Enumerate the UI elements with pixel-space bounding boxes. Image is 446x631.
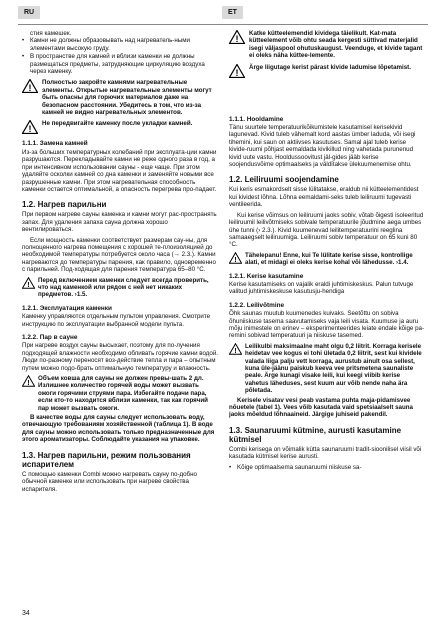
section-heading: 1.1.1. Замена камней bbox=[22, 140, 88, 148]
svg-text:!: ! bbox=[234, 345, 237, 355]
paragraph: В качестве воды для сауны следует использовать воду, отвечающую требованиям хозяйственной (таблица 1). В воде для сауны можно использовать только предназначенные для этого ароматизаторы. Соблюдайте указания на упаковке. bbox=[22, 414, 215, 444]
warning-triangle-icon bbox=[22, 277, 35, 289]
paragraph: Combi kerisega on võimalik kütta saunaruumi tradit-sioonilisel viisil või kasutada kütmisel kerise aurusti. bbox=[229, 445, 422, 461]
warning-box bbox=[22, 79, 218, 116]
svg-text:!: ! bbox=[235, 34, 239, 44]
paragraph: С помощью каменки Combi можно нагревать сауну по-добно обычной каменке или использовать при нагреве свойства испарителя. bbox=[22, 470, 197, 493]
paragraph: Kui kerise võimsus on leiliruumi jaoks sobiv, võtab õigesti isoleeritud leiliruumil leilivõtmiseks sobivale temperatuurile jõudmine aega umbes ühe tunni (› 2.3.). Kivid kuumenevad leilitemperatuurini reeglina samaaegselt leiliruumiga. Leiliruumi sobiv temperatuur on 65 kuni 80 °C. bbox=[229, 211, 424, 249]
list-item-text: Kõige optimaalsema saunaruumi niiskuse sa- bbox=[237, 463, 362, 471]
section-heading: 1.1.1. Hooldamine bbox=[229, 115, 284, 123]
paragraph: При первом нагреве сауны каменка и камни могут рас-пространять запах. Для удаления запаха сауна должна хорошо вентилироваться. bbox=[22, 211, 217, 234]
list-item-text: стия камешек. bbox=[30, 30, 72, 37]
warning-triangle-icon bbox=[22, 79, 38, 93]
paragraph: Если мощность каменки соответствует размерам сау-ны, для полноценного нагрева помещения с хорошей те-плоизоляцией до необходимой температуры потребуется около часа (→ 2.3.). Камни нагреваются до температуры парения, как правило, одновременно с парильней. Под-ходящая для парения температура 65–80 °C. bbox=[22, 236, 216, 274]
paragraph: Из-за больших температурных колебаний при эксплуата-ции камни разрушаются. Перекладывайте камни не реже одного раза в год, а при интенсивном использовании сауны - еще чаще. При этом удаляйте осколки камней со дна каменки и заменяйте новыми все разрушенные камни. При этом нагревательная способность каменки остается оптимальной, а опасность перегрева про-падает. bbox=[22, 148, 217, 193]
list-item-text: Камни не должны образовывать над нагреватель-ными элементами высокую груду. bbox=[30, 37, 190, 52]
section-heading: 1.3. Нагрев парильни, режим пользования испарителем bbox=[22, 450, 191, 469]
list-item: • Камни не должны образовывать над нагреватель-ными элементами высокую груду. bbox=[22, 37, 218, 52]
page-number: 34 bbox=[22, 610, 30, 617]
svg-text:!: ! bbox=[28, 83, 32, 94]
column-ru bbox=[22, 30, 218, 496]
paragraph: Kui keris esmakordselt sisse lülitatakse, eraldub nii kütteelementidest kui kividest lõhna. Lõhna eemaldami-seks tuleb leiliruumi tugevasti ventileerida. bbox=[229, 186, 419, 209]
warning-text: Перед включением каменки следует всегда проверить, что над каменкой или рядом с ней нет никаких предметов. ›1.5. bbox=[38, 276, 209, 299]
warning-text: Ärge liigutage kerist pärast kivide ladumise lõpetamist. bbox=[249, 63, 411, 71]
warning-text: Объем ковша для сауны не должен превы-шать 2 дл. Излишнее количество горячей воды может вызвать ожоги горячими струями пара. Избегайте подачи пара, если кто-то находится вблизи каменки, так как горячий пар может вызвать ожоги. bbox=[38, 375, 208, 412]
warning-triangle-icon bbox=[229, 252, 242, 264]
list-item bbox=[30, 30, 218, 37]
paragraph: Tänu suurtele temperatuurikõikumistele kasutamisel kerisekivid lagunevad. Kivid tuleb vähemalt kord aastas ümber laduda, või isegi tihemini, kui saun on aktiivses kasutuses. Samal ajal tuleb kerise kivide-ruumi põhjast eemaldada kivikillud ning vahetada purunenud kivid uute vastu. Hooldussoovitust jäl-gides jääb kerise soojendusvõime optimaalseks ja väldītakse ülekuumenemise ohtu. bbox=[229, 124, 416, 169]
list-item: • В пространстве для камней и вблизи каменки не должны размещаться предметы, затрудняющие циркуляцию воздуха через каменку. bbox=[22, 53, 218, 75]
header-divider bbox=[18, 24, 428, 25]
section-heading: 1.2.1. Эксплуатация каменки bbox=[22, 304, 112, 312]
warning-box bbox=[229, 64, 425, 78]
paragraph: При нагреве воздух сауны высыхает, поэтому для по-лучения подходящей влажности необходимо обливать горячие камни водой. Люди по-разному переносят воз-действие тепла и пара – опытным путем можно подо-брать оптимальную температуру и влажность. bbox=[22, 342, 219, 372]
warning-text: Полностью закройте камнями нагревательные элементы. Открытые нагревательные элементы могут быть опасны для горючих материалов даже на безопасном расстоянии. Убедитесь в том, что из-за камней не видно нагревательных элементов. bbox=[42, 79, 212, 117]
warning-box bbox=[229, 343, 425, 395]
warning-box bbox=[22, 375, 218, 412]
svg-text:!: ! bbox=[28, 124, 32, 135]
svg-text:!: ! bbox=[234, 254, 237, 264]
paragraph: Kerisele visatav vesi peab vastama puhta maja-pidamisvee nõuetele (tabel 1). Vees võib kasutada vaid spetsiaalselt sauna jaoks mõeldud lõhnaaineid. Järgige juhiseid pakendil. bbox=[229, 396, 413, 419]
list-item: • Kõige optimaalsema saunaruumi niiskuse sa- bbox=[229, 463, 362, 471]
section-heading: 1.2. Leiliruumi soojendamine bbox=[229, 175, 339, 185]
svg-text:!: ! bbox=[27, 378, 30, 388]
list-item-text: В пространстве для камней и вблизи каменки не должны размещаться предметы, затрудняющие циркуляцию воздуха через каменку. bbox=[30, 53, 205, 76]
svg-text:!: ! bbox=[27, 279, 30, 289]
warning-box bbox=[229, 252, 425, 267]
warning-box bbox=[22, 120, 218, 134]
language-tag-et: ET bbox=[222, 6, 243, 19]
warning-triangle-icon bbox=[22, 375, 35, 387]
paragraph: Õhk saunas muutub kuumenedes kuivaks. Seetõttu on sobiva õhuniiskuse tasema saavutamiseks vaja leili visata. Kuumuse ja auru mõju inimestele on erinev – eksperimenteerides leiate endale kõige pa-remini sobivad temperatuuri ja niiskuse tasemed. bbox=[229, 310, 425, 340]
section-heading: 1.3. Saunaruumi kütmine, aurusti kasutamine kütmisel bbox=[229, 425, 402, 444]
warning-box bbox=[22, 277, 218, 299]
warning-text: Tähelepanu! Enne, kui Te lülitate kerise sisse, kontrollige alati, et midagi ei oleks kerise kohal või lähedusse. ›1.4. bbox=[245, 251, 413, 267]
section-heading: 1.2.1. Kerise kasutamine bbox=[229, 272, 304, 280]
warning-text: Leilikulbi maksimaalne maht olgu 0,2 liitrit. Korraga kerisele heidetav vee kogus ei tohi ületada 0,2 liitrit, sest kui kividele valada liiga palju vett korraga, aurustub ainult osa sellest, kuna üle-jäänu paiskub keeva vee pritsmetena saunaliste peale. Ärge kunagi visake leili, kui keegi viibib kerise vahetus läheduses, sest kuum aur võib nende naha ära põletada. bbox=[245, 342, 422, 395]
section-heading: 1.2.2. Пар в сауне bbox=[22, 334, 78, 341]
section-heading: 1.2. Нагрев парильни bbox=[22, 200, 107, 210]
warning-box bbox=[229, 30, 425, 60]
warning-text: Не передвигайте каменку после укладки камней. bbox=[42, 120, 193, 128]
section-heading: 1.2.2. Leilivõtmine bbox=[229, 301, 285, 309]
warning-triangle-icon bbox=[229, 64, 245, 78]
paragraph: Kerise kasutamiseks on vajalik eraldi juhtimiskeskus. Palun tutvuge valitud juhtimiskeskuse kasutusju-hendiga bbox=[229, 280, 414, 296]
warning-triangle-icon bbox=[229, 30, 245, 44]
column-et bbox=[229, 30, 425, 472]
warning-triangle-icon bbox=[22, 120, 38, 134]
warning-text: Katke kütteelemendid kividega täielikult. Kat-mata kütteelement võib ohtu seada kergesti süttivad materjalid isegi väljaspool ohutuskaugust. Veenduge, et kivide tagant ei oleks näha küttee-lemente. bbox=[249, 30, 423, 60]
svg-text:!: ! bbox=[235, 67, 239, 78]
language-tag-ru: RU bbox=[18, 6, 40, 19]
paragraph: Каменку управляются отдельным пультом управления. Смотрите инструкцию по эксплуатации выбранной модели пульта. bbox=[22, 313, 211, 328]
warning-triangle-icon bbox=[229, 343, 242, 355]
